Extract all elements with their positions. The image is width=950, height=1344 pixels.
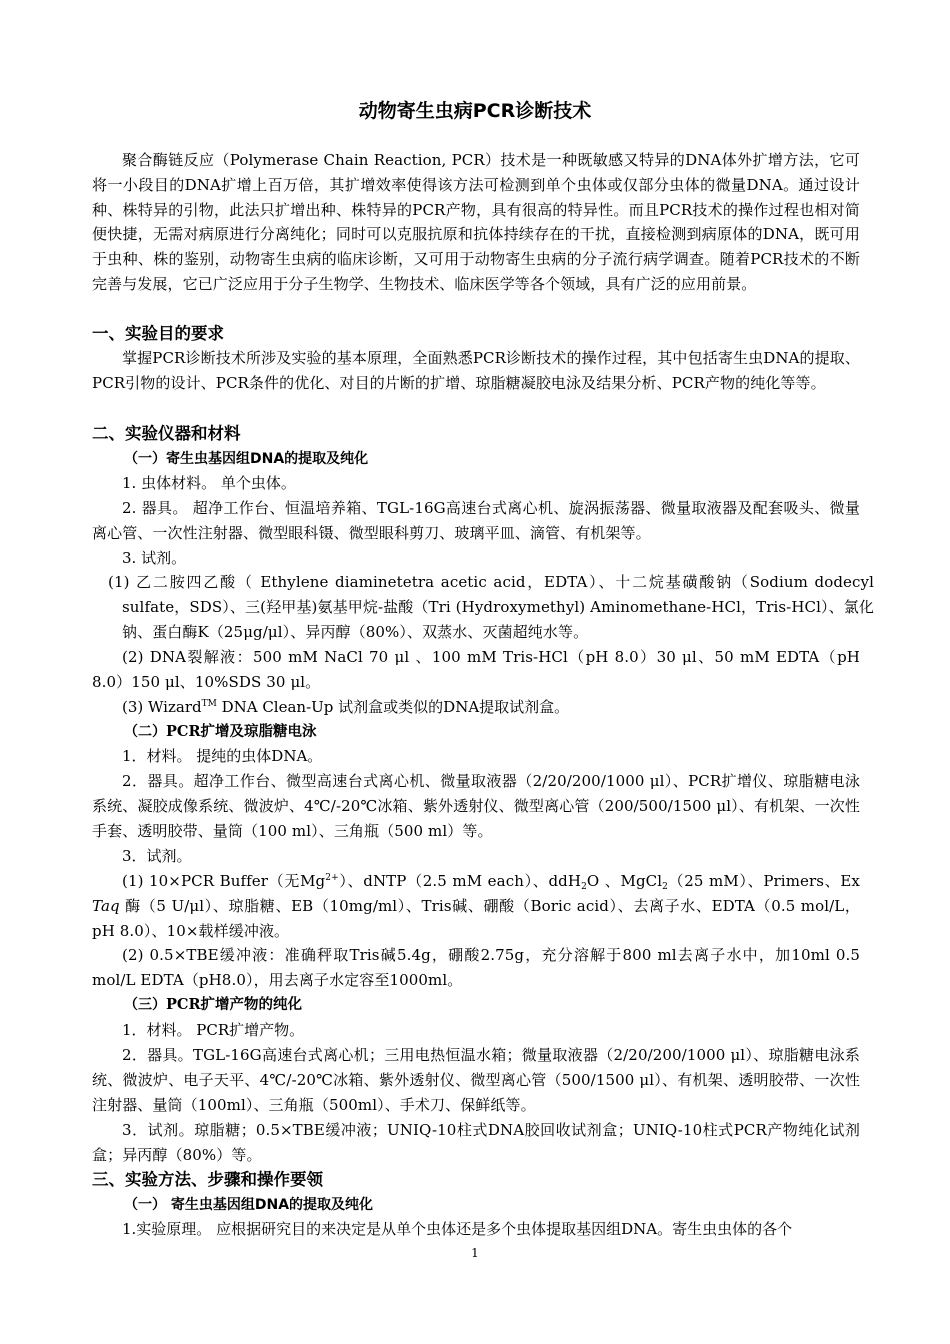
sub3-item-3: 3．试剂。琼脂糖；0.5×TBE缓冲液；UNIQ-10柱式DNA胶回收试剂盒；UNIQ-10柱式PCR产物纯化试剂盒；异丙醇（80%）等。 (92, 1121, 860, 1164)
sub2-item-3: 3．试剂。 (122, 847, 192, 865)
sub1-reagent-3: (3) Wizard™ DNA Clean-Up 试剂盒或类似的DNA提取试剂盒。 (122, 698, 570, 716)
sub2-reagent-2: (2) 0.5×TBE缓冲液：准确秤取Tris碱5.4g，硼酸2.75g，充分溶解于800 ml去离子水中，加10ml 0.5 mol/L EDTA（pH8.0），用去离子水定容至1000ml。 (92, 946, 860, 989)
subsection-2-3-heading: （三）PCR扩增产物的纯化 (124, 996, 302, 1013)
section-1-text: 掌握PCR诊断技术所涉及实验的基本原理，全面熟悉PCR诊断技术的操作过程，其中包括寄生虫DNA的提取、PCR引物的设计、PCR条件的优化、对目的片断的扩增、琼脂糖凝胶电泳及结果分析、PCR产物的纯化等等。 (92, 349, 860, 392)
page-number: 1 (471, 1246, 479, 1260)
sub3-item-2: 2．器具。TGL-16G高速台式离心机；三用电热恒温水箱；微量取液器（2/20/200/1000 μl）、琼脂糖电泳系统、微波炉、电子天平、4℃/-20℃冰箱、紫外透射仪、微型离心管（500/1500 μl）、有机架、透明胶带、一次性注射器、量筒（100ml）、三角瓶（500ml）、手术刀、保鲜纸等。 (92, 1046, 860, 1114)
subsection-2-1-heading: （一）寄生虫基因组DNA的提取及纯化 (124, 451, 369, 467)
section-3-heading: 三、实验方法、步骤和操作要领 (92, 1170, 323, 1189)
subsection-2-2-heading: （二）PCR扩增及琼脂糖电泳 (124, 723, 317, 740)
section-1-heading: 一、实验目的要求 (92, 324, 224, 343)
subsection-3-1-heading: （一） 寄生虫基因组DNA的提取及纯化 (124, 1197, 374, 1213)
sub1-item-1: 1. 虫体材料。 单个虫体。 (122, 474, 296, 492)
section-2-heading: 二、实验仪器和材料 (92, 424, 241, 443)
sub3-item-1: 1．材料。 PCR扩增产物。 (122, 1021, 305, 1039)
intro-paragraph: 聚合酶链反应（Polymerase Chain Reaction, PCR）技术是一种既敏感又特异的DNA体外扩增方法，它可将一小段目的DNA扩增上百万倍，其扩增效率使得该方法可检测到单个虫体或仅部分虫体的微量DNA。通过设计种、株特异的引物，此法只扩增出种、株特异的PCR产物，具有很高的特异性。而且PCR技术的操作过程也相对简便快捷，无需对病原进行分离纯化；同时可以克服抗原和抗体持续存在的干扰，直接检测到病原体的DNA，既可用于虫种、株的鉴别，动物寄生虫病的临床诊断，又可用于动物寄生虫病的分子流行病学调查。随着PCR技术的不断完善与发展，它已广泛应用于分子生物学、生物技术、临床医学等各个领域，具有广泛的应用前景。 (92, 151, 860, 293)
sub2-reagent-1: (1) 10×PCR Buffer（无$Mg^{2+}$）、dNTP（2.5 mM each）、ddH$_2$O 、MgCl$_2$（25 mM）、Primers、Ex Taq 酶（5 U/μl）、琼脂糖、EB（10mg/ml）、Tris碱、硼酸（Boric acid）、去离子水、EDTA（0.5 mol/L，pH 8.0）、10×载样缓冲液。 (92, 872, 860, 940)
sub1-reagent-1: (1) 乙二胺四乙酸（ Ethylene diaminetetra acetic acid，EDTA）、十二烷基磺酸钠（Sodium dodecyl sulfate，SDS）、三(羟甲基)氨基甲烷-盐酸（Tri (Hydroxymethyl) Aminomethane-HCl，Tris-HCl）、氯化钠、蛋白酶K（25μg/μl）、异丙醇（80%）、双蒸水、灭菌超纯水等。 (108, 573, 874, 641)
section-3-item-1: 1.实验原理。 应根据研究目的来决定是从单个虫体还是多个虫体提取基因组DNA。寄生虫虫体的各个 (122, 1220, 793, 1238)
sub2-item-2: 2．器具。超净工作台、微型高速台式离心机、微量取液器（2/20/200/1000 μl）、PCR扩增仪、琼脂糖电泳系统、凝胶成像系统、微波炉、4℃/-20℃冰箱、紫外透射仪、微型离心管（200/500/1500 μl）、有机架、一次性手套、透明胶带、量筒（100 ml）、三角瓶（500 ml）等。 (92, 772, 860, 840)
document-title: 动物寄生虫病PCR诊断技术 (358, 100, 592, 122)
sub2-item-1: 1．材料。 提纯的虫体DNA。 (122, 747, 323, 765)
sub1-item-2: 2. 器具。 超净工作台、恒温培养箱、TGL-16G高速台式离心机、旋涡振荡器、微量取液器及配套吸头、微量离心管、一次性注射器、微型眼科镊、微型眼科剪刀、玻璃平皿、滴管、有机架等。 (92, 499, 860, 542)
sub1-reagent-2: (2) DNA裂解液：500 mM NaCl 70 μl 、100 mM Tris-HCl（pH 8.0）30 μl、50 mM EDTA（pH 8.0）150 μl、10%SDS 30 μl。 (92, 648, 860, 691)
sub1-item-3: 3. 试剂。 (122, 549, 187, 567)
